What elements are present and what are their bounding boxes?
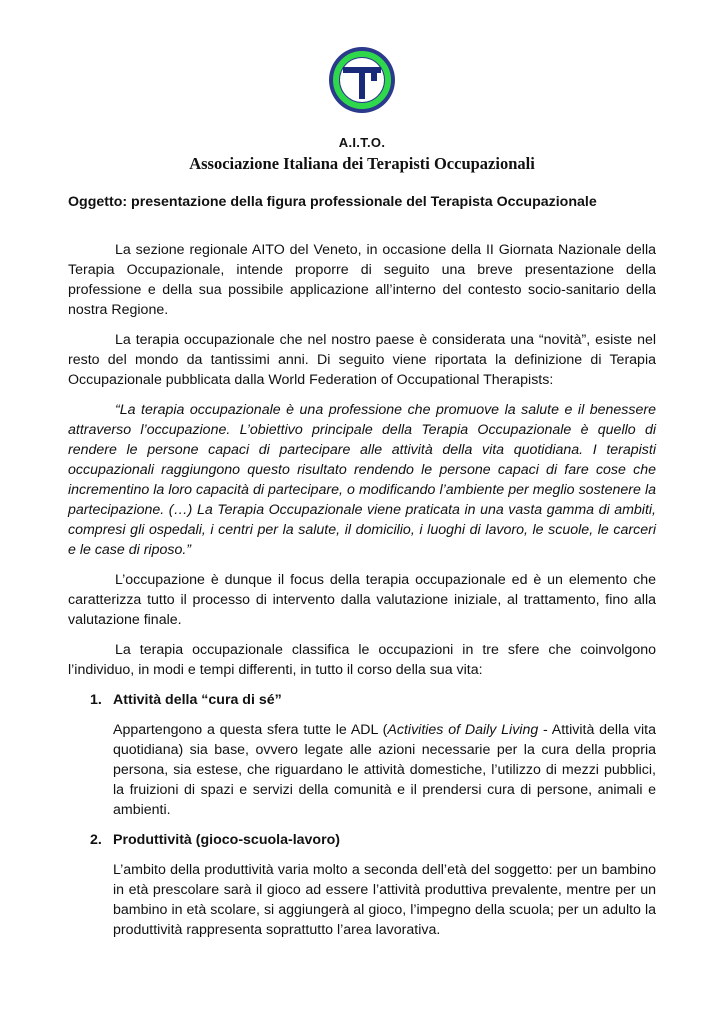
paragraph-definition-intro: La terapia occupazionale che nel nostro paese è considerata una “novità”, esiste nel resto del mondo da tantissimi anni. Di seguito viene riportata la definizione di Terapia Occupazionale pubblicata dalla World Federation of Occupational Therapists: — [68, 332, 656, 388]
list-item-heading: Produttività (gioco-scuola-lavoro) — [113, 832, 341, 848]
document-body — [68, 240, 656, 950]
org-acronym: A.I.T.O. — [338, 135, 386, 150]
wfot-definition-quote: “La terapia occupazionale è una professione che promuove la salute e il benessere attraverso l’occupazione. L’obiettivo principale della Terapia Occupazionale è quello di rendere le persone capaci di partecipare alle attività della vita quotidiana. I terapisti occupazionali raggiungono questo risultato rendendo le persone capaci di fare cose che incrementino la loro capacità di partecipare, o modificando l’ambiente per meglio sostenere la partecipazione. (…) La Terapia Occupazionale viene praticata in una vasta gamma di ambiti, compresi gli ospedali, i centri per la salute, il domicilio, i luoghi di lavoro, le scuole, le carceri e le case di riposo.” — [68, 402, 656, 558]
list-item-title — [90, 690, 656, 710]
list-item-body — [113, 720, 656, 820]
list-item-body: L’ambito della produttività varia molto a seconda dell’età del soggetto: per un bambino in età prescolare sarà il gioco ad essere l’attività produttiva prevalente, mentre per un bambino in età scolare, si aggiungerà al gioco, l’impegno della scuola; per un adulto la produttività rappresenta soprattutto l’area lavorativa. — [113, 862, 656, 938]
list-item-title — [90, 830, 656, 850]
aito-logo-icon — [327, 45, 397, 115]
subject-line: Oggetto: presentazione della figura professionale del Terapista Occupazionale — [68, 194, 597, 210]
paragraph-three-spheres: La terapia occupazionale classifica le occupazioni in tre sfere che coinvolgono l’individuo, in modi e tempi differenti, in tutto il corso della sua vita: — [68, 642, 656, 678]
paragraph-occupation-focus: L’occupazione è dunque il focus della terapia occupazionale ed è un elemento che caratterizza tutto il processo di intervento dalla valutazione iniziale, al trattamento, fino alla valutazione finale. — [68, 572, 656, 628]
list-item-heading: Attività della “cura di sé” — [113, 692, 282, 708]
paragraph-intro: La sezione regionale AITO del Veneto, in occasione della II Giornata Nazionale della Terapia Occupazionale, intende proporre di seguito una breve presentazione della professione e della sua possibile applicazione all’interno del contesto socio-sanitario della nostra Regione. — [68, 242, 656, 318]
list-item-number: 1. — [90, 692, 102, 708]
list-item-body-post: - Attività della vita quotidiana) sia base, ovvero legate alle azioni necessarie per la cura della propria persona, sia estese, che riguardano le attività domestiche, l’utilizzo di mezzi pubblici, la fruizioni di spazi e servizi della comunità e il prendersi cura di persone, animali e ambienti. — [113, 722, 656, 818]
list-item-number: 2. — [90, 832, 102, 848]
org-name: Associazione Italiana dei Terapisti Occupazionali — [189, 154, 535, 173]
list-item-body-pre: Appartengono a questa sfera tutte le ADL ( — [113, 722, 388, 738]
list-item-productivity — [68, 830, 656, 940]
list-item-body-emphasis: Activities of Daily Living — [387, 722, 539, 738]
list-item-self-care — [68, 690, 656, 820]
